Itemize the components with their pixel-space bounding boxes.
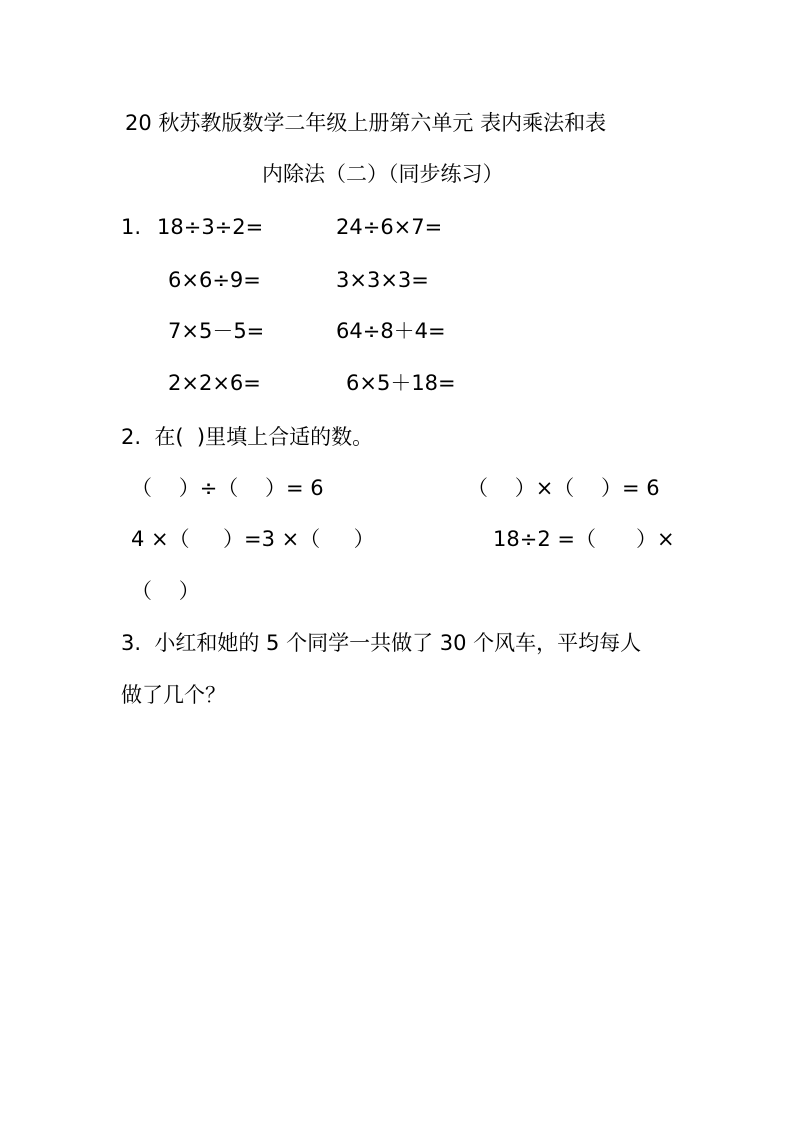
q1-expression: 7×5－5=: [168, 319, 265, 343]
title-line-2: 内除法（二）（同步练习）: [262, 162, 504, 186]
q2-blank-expression: （ ）÷（ ）= 6: [131, 476, 324, 500]
q1-expression: 3×3×3=: [336, 268, 429, 292]
question-1-number: 1.: [121, 215, 142, 239]
q1-expression: 24÷6×7=: [336, 215, 443, 239]
q1-expression: 64÷8＋4=: [336, 319, 446, 343]
q2-blank-expression: 4 ×（ ）=3 ×（ ）: [131, 527, 375, 551]
question-3-line-2: 做了几个？: [121, 683, 226, 707]
question-3-line-1: 3. 小红和她的 5 个同学一共做了 30 个风车，平均每人: [121, 631, 642, 655]
q2-blank-expression: （ ）: [131, 579, 200, 603]
title-line-1: 20 秋苏教版数学二年级上册第六单元 表内乘法和表: [125, 111, 607, 135]
q1-expression: 2×2×6=: [168, 371, 261, 395]
q1-expression: 6×5＋18=: [346, 371, 456, 395]
q1-expression: 6×6÷9=: [168, 268, 261, 292]
question-2-prompt: 2. 在( )里填上合适的数。: [121, 425, 374, 449]
q2-blank-expression: （ ）×（ ）= 6: [467, 476, 660, 500]
q2-blank-expression: 18÷2 =（ ）×: [493, 527, 675, 551]
q1-expression: 18÷3÷2=: [157, 215, 264, 239]
